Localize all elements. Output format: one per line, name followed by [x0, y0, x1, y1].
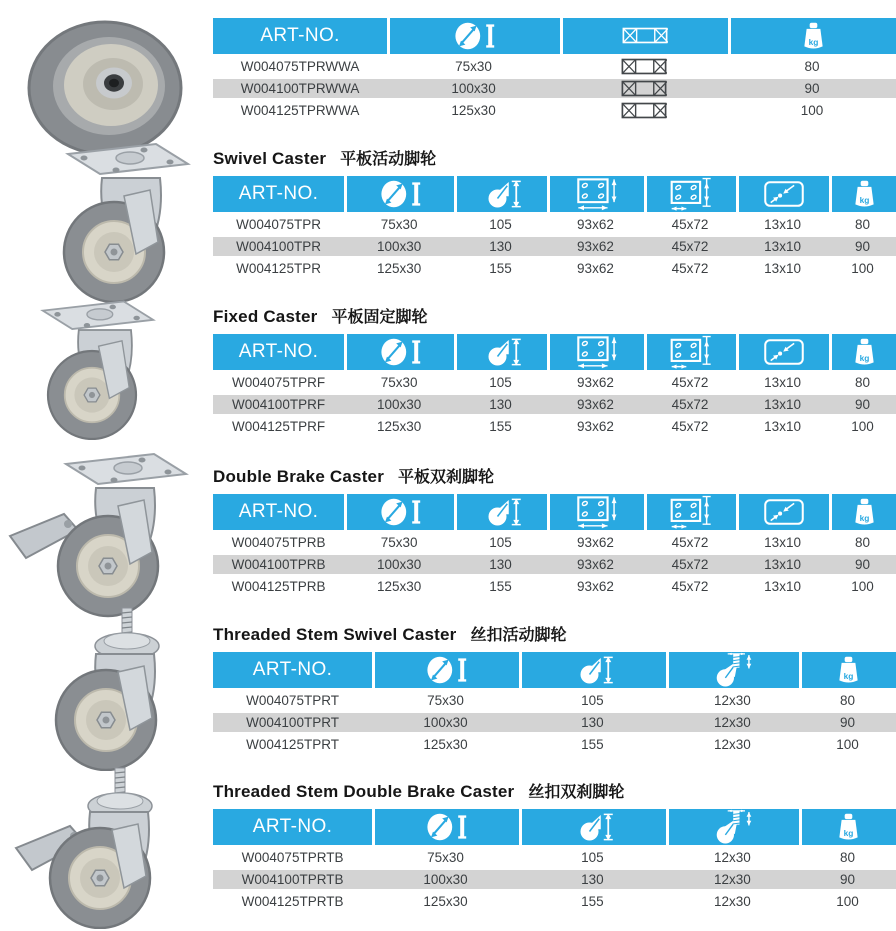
cell-mounting-height: 105 — [581, 693, 604, 708]
mounting-height-icon — [478, 503, 526, 520]
cell-wheel-size: 125x30 — [376, 579, 422, 594]
product-image-double-brake-caster — [6, 452, 191, 627]
cell-load-capacity: 100 — [851, 261, 874, 276]
mounting-height-icon — [570, 661, 618, 678]
column-header-art-no — [213, 18, 387, 54]
cell-wheel-size: 100x30 — [372, 870, 519, 889]
art-no-header-label: ART-NO. — [260, 25, 340, 46]
cell-wheel-size: 125x30 — [423, 737, 468, 752]
cell-art-no: W004100TPRB — [213, 555, 344, 574]
table-row — [213, 848, 896, 867]
wheel-size-icon — [421, 661, 473, 678]
load-capacity-icon — [853, 185, 876, 205]
cell-load-capacity: 90 — [829, 395, 896, 414]
table-header-row — [213, 18, 896, 54]
section-title-zh: 平板双刹脚轮 — [398, 469, 495, 486]
cell-load-capacity: 100 — [800, 103, 824, 118]
cell-hole-spacing: 45x72 — [671, 419, 709, 434]
column-header-bearing — [560, 18, 728, 54]
cell-hole-spacing: 45x72 — [671, 217, 709, 232]
load-capacity-icon — [802, 27, 825, 47]
cell-bolt-hole: 13x10 — [736, 555, 829, 574]
table-row — [213, 215, 896, 234]
wheel-size-icon — [375, 503, 427, 520]
cell-bolt-hole: 13x10 — [736, 237, 829, 256]
wheel-size-icon — [449, 27, 501, 44]
cell-bolt-hole: 13x10 — [764, 261, 801, 276]
column-header-mounting-height — [454, 334, 547, 370]
cell-wheel-size: 75x30 — [427, 850, 464, 865]
cell-thread-size: 12x30 — [666, 713, 799, 732]
spec-table-swivel-caster — [213, 173, 896, 281]
cell-wheel-size: 75x30 — [455, 59, 492, 74]
column-header-load-capacity — [829, 494, 896, 530]
column-header-hole-spacing — [644, 334, 736, 370]
cell-wheel-size: 125x30 — [451, 103, 496, 118]
cell-load-capacity: 90 — [799, 713, 896, 732]
column-header-wheel-size — [387, 18, 560, 54]
svg-text:kg: kg — [844, 670, 854, 681]
table-row — [213, 892, 896, 911]
cell-plate-size: 93x62 — [547, 237, 644, 256]
cell-mounting-height: 155 — [581, 737, 604, 752]
table-row — [213, 101, 896, 120]
cell-bolt-hole: 13x10 — [764, 375, 801, 390]
bearing-icon — [621, 80, 667, 95]
cell-art-no: W004125TPRT — [246, 737, 339, 752]
section-double-brake-caster — [213, 464, 896, 599]
product-image-threaded-stem-swivel-caster — [34, 606, 169, 776]
spec-table-tpr-wheel — [213, 15, 896, 123]
cell-mounting-height: 155 — [489, 579, 512, 594]
table-row — [213, 713, 896, 732]
table-row — [213, 237, 896, 256]
cell-plate-size: 93x62 — [577, 579, 614, 594]
column-header-load-capacity — [799, 652, 896, 688]
spec-table-threaded-stem-swivel-caster — [213, 649, 896, 757]
swivel-caster-illustration — [38, 140, 193, 305]
load-capacity-icon — [853, 343, 876, 363]
cell-hole-spacing: 45x72 — [671, 579, 709, 594]
column-header-art-no — [213, 334, 344, 370]
column-header-hole-spacing — [644, 494, 736, 530]
column-header-load-capacity — [829, 176, 896, 212]
column-header-art-no — [213, 652, 372, 688]
table-row — [213, 417, 896, 436]
cell-hole-spacing: 45x72 — [671, 261, 709, 276]
cell-mounting-height: 155 — [489, 419, 512, 434]
cell-art-no: W004100TPRT — [213, 713, 372, 732]
cell-load-capacity: 100 — [836, 894, 859, 909]
cell-wheel-size: 100x30 — [387, 79, 560, 98]
cell-load-capacity: 100 — [851, 419, 874, 434]
art-no-header-label: ART-NO. — [238, 183, 319, 204]
mounting-height-icon — [478, 185, 526, 202]
cell-mounting-height: 155 — [581, 894, 604, 909]
wheel-size-icon — [421, 818, 473, 835]
product-image-threaded-stem-double-brake-caster — [14, 766, 174, 931]
cell-load-capacity: 90 — [728, 79, 896, 98]
cell-hole-spacing: 45x72 — [671, 535, 709, 550]
bolt-hole-icon — [759, 185, 809, 202]
cell-art-no: W004100TPR — [213, 237, 344, 256]
column-header-wheel-size — [344, 334, 454, 370]
section-tpr-wheel — [213, 15, 896, 123]
cell-bearing — [560, 57, 728, 76]
cell-bearing — [560, 79, 728, 98]
column-header-load-capacity — [799, 809, 896, 845]
cell-load-capacity: 90 — [829, 237, 896, 256]
cell-art-no: W004100TPRTB — [213, 870, 372, 889]
svg-text:kg: kg — [808, 36, 819, 47]
cell-load-capacity: 100 — [836, 737, 859, 752]
thread-size-icon — [712, 818, 756, 835]
cell-plate-size: 93x62 — [547, 395, 644, 414]
load-capacity-icon — [853, 503, 876, 523]
section-title-en: Threaded Stem Double Brake Caster — [213, 782, 515, 801]
load-capacity-icon — [837, 818, 860, 838]
cell-art-no: W004125TPRTB — [241, 894, 344, 909]
cell-wheel-size: 75x30 — [380, 217, 418, 232]
cell-thread-size: 12x30 — [666, 870, 799, 889]
section-title — [213, 146, 896, 166]
column-header-plate-size — [547, 494, 644, 530]
table-row — [213, 555, 896, 574]
plate-size-icon — [571, 503, 623, 520]
wheel-size-icon — [375, 185, 427, 202]
table-row — [213, 735, 896, 754]
cell-load-capacity: 100 — [851, 579, 874, 594]
bearing-icon — [621, 102, 667, 117]
threaded-stem-swivel-caster-illustration — [34, 606, 169, 771]
thread-size-icon — [712, 661, 756, 678]
column-header-art-no — [213, 494, 344, 530]
hole-spacing-icon — [666, 343, 718, 360]
cell-art-no: W004075TPRB — [231, 535, 326, 550]
threaded-stem-double-brake-caster-illustration — [14, 766, 174, 929]
column-header-mounting-height — [519, 809, 666, 845]
table-row — [213, 79, 896, 98]
plate-size-icon — [571, 343, 623, 360]
section-threaded-stem-double-brake-caster — [213, 779, 896, 914]
column-header-load-capacity — [829, 334, 896, 370]
cell-mounting-height: 130 — [454, 237, 547, 256]
cell-art-no: W004075TPRT — [246, 693, 339, 708]
cell-bearing — [560, 101, 728, 120]
hole-spacing-icon — [666, 503, 718, 520]
cell-art-no: W004125TPRF — [232, 419, 326, 434]
column-header-bolt-hole — [736, 334, 829, 370]
column-header-wheel-size — [372, 652, 519, 688]
cell-wheel-size: 100x30 — [344, 395, 454, 414]
cell-plate-size: 93x62 — [577, 419, 614, 434]
spec-table-threaded-stem-double-brake-caster — [213, 806, 896, 914]
table-row — [213, 870, 896, 889]
cell-art-no: W004100TPRWWA — [213, 79, 387, 98]
svg-text:kg: kg — [859, 512, 869, 523]
table-row — [213, 691, 896, 710]
cell-mounting-height: 105 — [489, 535, 512, 550]
table-row — [213, 373, 896, 392]
column-header-art-no — [213, 809, 372, 845]
product-image-tpr-wheel — [25, 20, 185, 160]
column-header-plate-size — [547, 334, 644, 370]
cell-mounting-height: 105 — [581, 850, 604, 865]
cell-wheel-size: 100x30 — [372, 713, 519, 732]
bolt-hole-icon — [759, 343, 809, 360]
column-header-wheel-size — [344, 176, 454, 212]
table-header-row — [213, 494, 896, 530]
table-row — [213, 259, 896, 278]
cell-thread-size: 12x30 — [714, 693, 751, 708]
cell-load-capacity: 80 — [804, 59, 820, 74]
cell-wheel-size: 100x30 — [344, 237, 454, 256]
section-title — [213, 304, 896, 324]
section-swivel-caster — [213, 146, 896, 281]
cell-wheel-size: 75x30 — [380, 535, 418, 550]
cell-wheel-size: 125x30 — [376, 261, 422, 276]
cell-mounting-height: 130 — [454, 555, 547, 574]
svg-text:kg: kg — [859, 352, 869, 363]
spec-table-double-brake-caster — [213, 491, 896, 599]
product-image-fixed-caster — [22, 300, 162, 445]
section-title-en: Fixed Caster — [213, 307, 318, 326]
table-header-row — [213, 809, 896, 845]
svg-text:kg: kg — [844, 827, 854, 838]
cell-art-no: W004075TPR — [236, 217, 321, 232]
cell-art-no: W004075TPRF — [232, 375, 326, 390]
cell-art-no: W004075TPRTB — [241, 850, 344, 865]
cell-mounting-height: 155 — [489, 261, 512, 276]
column-header-mounting-height — [519, 652, 666, 688]
cell-hole-spacing: 45x72 — [644, 237, 736, 256]
section-title-zh: 丝扣活动脚轮 — [470, 627, 567, 644]
cell-art-no: W004075TPRWWA — [240, 59, 360, 74]
cell-load-capacity: 80 — [854, 535, 871, 550]
cell-plate-size: 93x62 — [577, 375, 614, 390]
section-title — [213, 464, 896, 484]
section-threaded-stem-swivel-caster — [213, 622, 896, 757]
column-header-load-capacity — [728, 18, 896, 54]
table-row — [213, 533, 896, 552]
table-header-row — [213, 176, 896, 212]
table-row — [213, 577, 896, 596]
cell-mounting-height: 105 — [489, 217, 512, 232]
cell-mounting-height: 130 — [519, 713, 666, 732]
cell-art-no: W004125TPR — [236, 261, 321, 276]
fixed-caster-illustration — [22, 300, 162, 440]
bearing-icon — [622, 27, 668, 44]
svg-text:kg: kg — [859, 194, 869, 205]
mounting-height-icon — [570, 818, 618, 835]
column-header-plate-size — [547, 176, 644, 212]
bearing-icon — [621, 58, 667, 73]
column-header-thread-size — [666, 809, 799, 845]
column-header-mounting-height — [454, 494, 547, 530]
section-title-zh: 平板固定脚轮 — [331, 309, 428, 326]
column-header-art-no — [213, 176, 344, 212]
section-title — [213, 622, 896, 642]
cell-load-capacity: 80 — [839, 850, 855, 865]
column-header-wheel-size — [372, 809, 519, 845]
cell-art-no: W004125TPRWWA — [240, 103, 360, 118]
table-row — [213, 395, 896, 414]
cell-art-no: W004125TPRB — [231, 579, 326, 594]
double-brake-caster-illustration — [6, 452, 191, 622]
table-row — [213, 57, 896, 76]
cell-mounting-height: 105 — [489, 375, 512, 390]
cell-bolt-hole: 13x10 — [764, 579, 801, 594]
cell-load-capacity: 90 — [829, 555, 896, 574]
wheel-size-icon — [375, 343, 427, 360]
cell-bolt-hole: 13x10 — [764, 217, 801, 232]
section-title-en: Double Brake Caster — [213, 467, 385, 486]
art-no-header-label: ART-NO. — [252, 659, 333, 680]
cell-art-no: W004100TPRF — [213, 395, 344, 414]
product-image-swivel-caster — [38, 140, 193, 310]
section-title — [213, 779, 896, 799]
cell-thread-size: 12x30 — [714, 894, 751, 909]
cell-wheel-size: 125x30 — [423, 894, 468, 909]
section-fixed-caster — [213, 304, 896, 439]
cell-wheel-size: 100x30 — [344, 555, 454, 574]
cell-thread-size: 12x30 — [714, 737, 751, 752]
plate-size-icon — [571, 185, 623, 202]
cell-load-capacity: 80 — [839, 693, 855, 708]
cell-plate-size: 93x62 — [577, 535, 614, 550]
column-header-thread-size — [666, 652, 799, 688]
tpr-wheel-illustration — [25, 20, 185, 155]
cell-bolt-hole: 13x10 — [764, 419, 801, 434]
column-header-mounting-height — [454, 176, 547, 212]
cell-load-capacity: 90 — [799, 870, 896, 889]
cell-thread-size: 12x30 — [714, 850, 751, 865]
section-title-en: Swivel Caster — [213, 149, 327, 168]
cell-mounting-height: 130 — [519, 870, 666, 889]
cell-bolt-hole: 13x10 — [764, 535, 801, 550]
column-header-wheel-size — [344, 494, 454, 530]
cell-plate-size: 93x62 — [547, 555, 644, 574]
section-title-zh: 平板活动脚轮 — [340, 151, 437, 168]
column-header-bolt-hole — [736, 494, 829, 530]
cell-wheel-size: 125x30 — [376, 419, 422, 434]
load-capacity-icon — [837, 661, 860, 681]
hole-spacing-icon — [666, 185, 718, 202]
cell-bolt-hole: 13x10 — [736, 395, 829, 414]
art-no-header-label: ART-NO. — [252, 816, 333, 837]
mounting-height-icon — [478, 343, 526, 360]
art-no-header-label: ART-NO. — [238, 501, 319, 522]
cell-load-capacity: 80 — [854, 375, 871, 390]
cell-wheel-size: 75x30 — [427, 693, 464, 708]
cell-hole-spacing: 45x72 — [644, 555, 736, 574]
section-title-en: Threaded Stem Swivel Caster — [213, 625, 457, 644]
section-title-zh: 丝扣双刹脚轮 — [528, 784, 625, 801]
bolt-hole-icon — [759, 503, 809, 520]
art-no-header-label: ART-NO. — [238, 341, 319, 362]
cell-wheel-size: 75x30 — [380, 375, 418, 390]
column-header-hole-spacing — [644, 176, 736, 212]
column-header-bolt-hole — [736, 176, 829, 212]
spec-table-fixed-caster — [213, 331, 896, 439]
cell-plate-size: 93x62 — [577, 261, 614, 276]
cell-plate-size: 93x62 — [577, 217, 614, 232]
table-header-row — [213, 334, 896, 370]
cell-mounting-height: 130 — [454, 395, 547, 414]
table-header-row — [213, 652, 896, 688]
cell-load-capacity: 80 — [854, 217, 871, 232]
cell-hole-spacing: 45x72 — [644, 395, 736, 414]
cell-hole-spacing: 45x72 — [671, 375, 709, 390]
